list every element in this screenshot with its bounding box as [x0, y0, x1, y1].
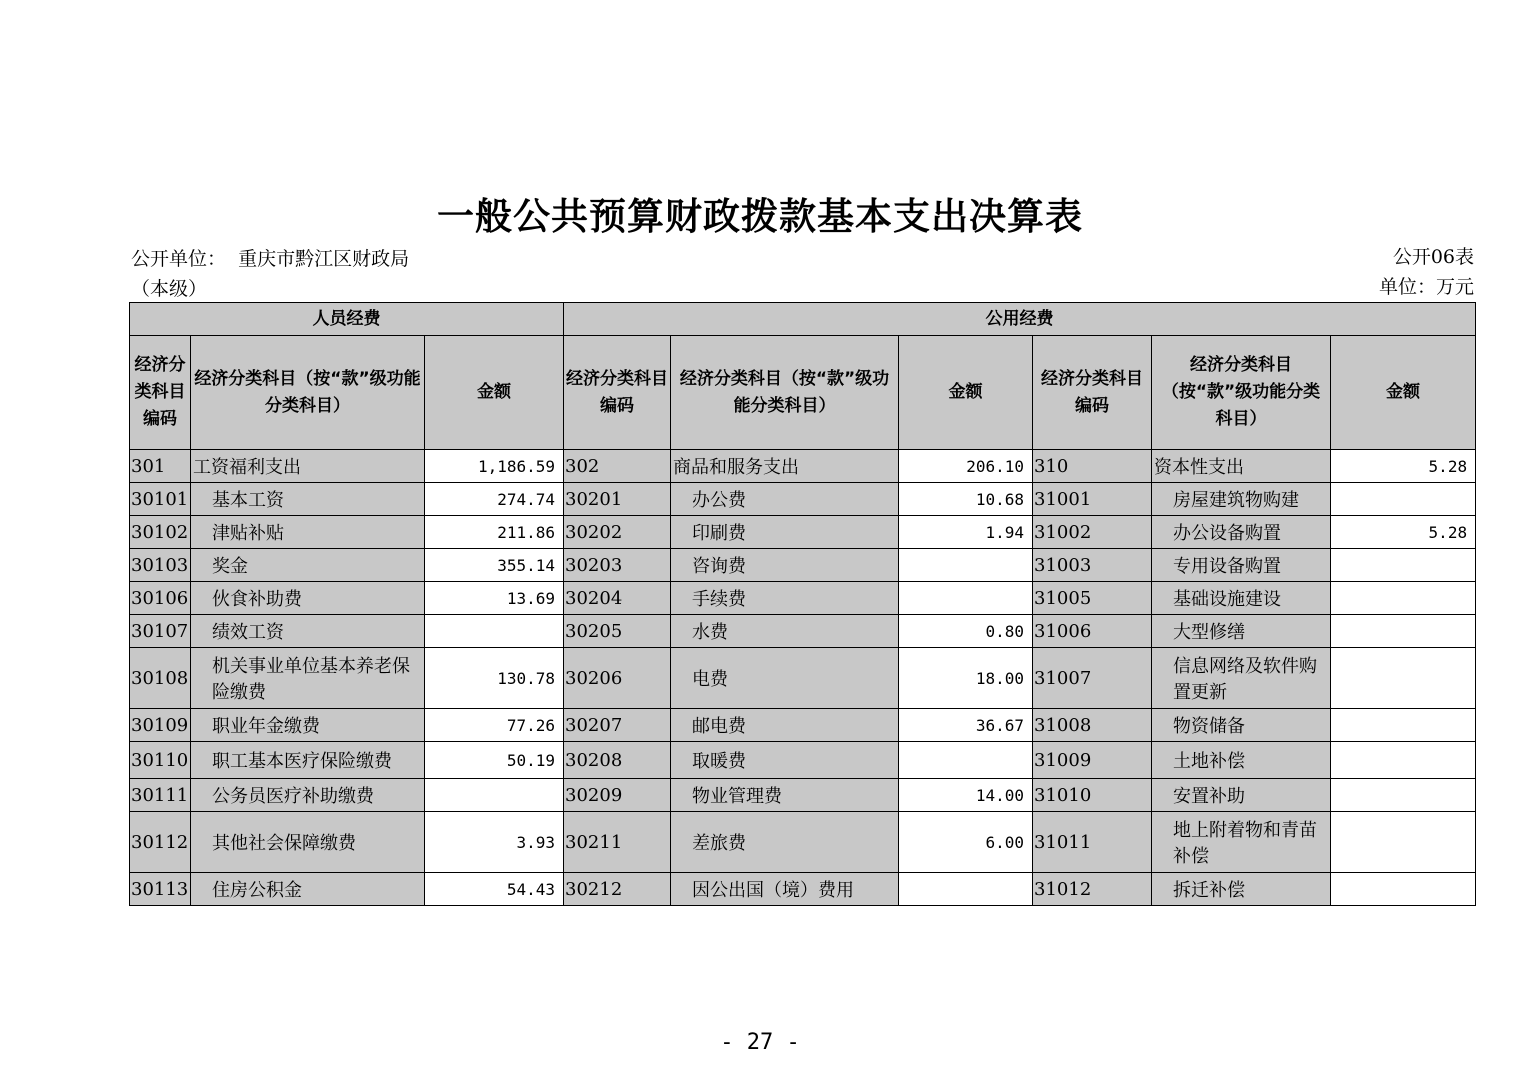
- goods-name-cell: 电费: [671, 648, 899, 709]
- personnel-amount-cell: 130.78: [425, 648, 564, 709]
- capital-code-cell: 31002: [1033, 516, 1152, 549]
- personnel-code-cell: 30111: [130, 779, 191, 812]
- capital-amount-cell: 5.28: [1331, 450, 1476, 483]
- goods-code-cell: 30201: [564, 483, 671, 516]
- capital-name-cell: 信息网络及软件购置更新: [1152, 648, 1331, 709]
- capital-amount-cell: [1331, 709, 1476, 742]
- personnel-amount-cell: 211.86: [425, 516, 564, 549]
- goods-amount-cell: [899, 549, 1033, 582]
- goods-code-cell: 30203: [564, 549, 671, 582]
- capital-amount-cell: 5.28: [1331, 516, 1476, 549]
- goods-code-cell: 30202: [564, 516, 671, 549]
- capital-name-cell: 物资储备: [1152, 709, 1331, 742]
- goods-name-cell: 取暖费: [671, 742, 899, 779]
- capital-name-cell: 地上附着物和青苗补偿: [1152, 812, 1331, 873]
- table-row: [130, 516, 1476, 549]
- capital-amount-cell: [1331, 483, 1476, 516]
- col-header-goods-name: 经济分类科目（按“款”级功能分类科目）: [671, 336, 899, 450]
- goods-name-cell: 差旅费: [671, 812, 899, 873]
- goods-name-cell: 手续费: [671, 582, 899, 615]
- table-row: [130, 812, 1476, 873]
- capital-code-cell: 31001: [1033, 483, 1152, 516]
- capital-amount-cell: [1331, 582, 1476, 615]
- table-body: [130, 450, 1476, 906]
- goods-amount-cell: 14.00: [899, 779, 1033, 812]
- personnel-code-cell: 30112: [130, 812, 191, 873]
- personnel-amount-cell: 3.93: [425, 812, 564, 873]
- table-row: [130, 615, 1476, 648]
- expenditure-table: [129, 302, 1476, 906]
- group-header-public: 公用经费: [564, 303, 1476, 336]
- currency-unit: 单位：万元: [1378, 276, 1474, 298]
- goods-code-cell: 30208: [564, 742, 671, 779]
- capital-amount-cell: [1331, 812, 1476, 873]
- page-number: - 27 -: [720, 1030, 800, 1055]
- goods-name-cell: 物业管理费: [671, 779, 899, 812]
- capital-name-cell: 房屋建筑物购建: [1152, 483, 1331, 516]
- table-row: [130, 450, 1476, 483]
- goods-amount-cell: 36.67: [899, 709, 1033, 742]
- capital-code-cell: 31009: [1033, 742, 1152, 779]
- personnel-code-cell: 30108: [130, 648, 191, 709]
- personnel-name-cell: 工资福利支出: [191, 450, 425, 483]
- personnel-name-cell: 伙食补助费: [191, 582, 425, 615]
- col-header-goods-code: 经济分类科目编码: [564, 336, 671, 450]
- col-header-personnel-code: 经济分类科目编码: [130, 336, 191, 450]
- personnel-amount-cell: 274.74: [425, 483, 564, 516]
- goods-amount-cell: 0.80: [899, 615, 1033, 648]
- personnel-name-cell: 职工基本医疗保险缴费: [191, 742, 425, 779]
- personnel-name-cell: 津贴补贴: [191, 516, 425, 549]
- group-header-personnel: 人员经费: [130, 303, 564, 336]
- col-header-personnel-amount: 金额: [425, 336, 564, 450]
- report-title: 一般公共预算财政拨款基本支出决算表: [437, 195, 1083, 238]
- goods-code-cell: 302: [564, 450, 671, 483]
- goods-code-cell: 30204: [564, 582, 671, 615]
- table-row: [130, 483, 1476, 516]
- table-row: [130, 709, 1476, 742]
- capital-name-cell: 拆迁补偿: [1152, 873, 1331, 906]
- personnel-amount-cell: [425, 779, 564, 812]
- goods-code-cell: 30206: [564, 648, 671, 709]
- goods-name-cell: 邮电费: [671, 709, 899, 742]
- personnel-name-cell: 住房公积金: [191, 873, 425, 906]
- personnel-code-cell: 30103: [130, 549, 191, 582]
- goods-amount-cell: 10.68: [899, 483, 1033, 516]
- table-row: [130, 648, 1476, 709]
- capital-code-cell: 31008: [1033, 709, 1152, 742]
- goods-name-cell: 办公费: [671, 483, 899, 516]
- capital-amount-cell: [1331, 873, 1476, 906]
- capital-code-cell: 31003: [1033, 549, 1152, 582]
- capital-amount-cell: [1331, 742, 1476, 779]
- capital-name-cell: 土地补偿: [1152, 742, 1331, 779]
- goods-name-cell: 商品和服务支出: [671, 450, 899, 483]
- goods-amount-cell: 206.10: [899, 450, 1033, 483]
- goods-name-cell: 因公出国（境）费用: [671, 873, 899, 906]
- personnel-code-cell: 30102: [130, 516, 191, 549]
- personnel-name-cell: 公务员医疗补助缴费: [191, 779, 425, 812]
- capital-amount-cell: [1331, 615, 1476, 648]
- personnel-name-cell: 其他社会保障缴费: [191, 812, 425, 873]
- personnel-code-cell: 30101: [130, 483, 191, 516]
- capital-amount-cell: [1331, 779, 1476, 812]
- unit-name: 重庆市黔江区财政局（本级）: [131, 248, 410, 300]
- capital-name-cell: 安置补助: [1152, 779, 1331, 812]
- form-number: 公开06表: [1392, 246, 1474, 268]
- goods-amount-cell: 18.00: [899, 648, 1033, 709]
- table-row: [130, 742, 1476, 779]
- capital-name-cell: 资本性支出: [1152, 450, 1331, 483]
- personnel-name-cell: 机关事业单位基本养老保险缴费: [191, 648, 425, 709]
- capital-code-cell: 31012: [1033, 873, 1152, 906]
- capital-name-cell: 大型修缮: [1152, 615, 1331, 648]
- col-header-goods-amount: 金额: [899, 336, 1033, 450]
- personnel-amount-cell: 50.19: [425, 742, 564, 779]
- col-header-capital-code: 经济分类科目编码: [1033, 336, 1152, 450]
- personnel-code-cell: 30109: [130, 709, 191, 742]
- personnel-amount-cell: 355.14: [425, 549, 564, 582]
- personnel-name-cell: 绩效工资: [191, 615, 425, 648]
- capital-amount-cell: [1331, 549, 1476, 582]
- capital-code-cell: 310: [1033, 450, 1152, 483]
- goods-code-cell: 30207: [564, 709, 671, 742]
- personnel-amount-cell: 13.69: [425, 582, 564, 615]
- goods-amount-cell: [899, 742, 1033, 779]
- goods-code-cell: 30205: [564, 615, 671, 648]
- table-row: [130, 873, 1476, 906]
- personnel-amount-cell: 54.43: [425, 873, 564, 906]
- table-row: [130, 582, 1476, 615]
- personnel-code-cell: 301: [130, 450, 191, 483]
- col-header-personnel-name: 经济分类科目（按“款”级功能分类科目）: [191, 336, 425, 450]
- goods-name-cell: 印刷费: [671, 516, 899, 549]
- personnel-code-cell: 30107: [130, 615, 191, 648]
- capital-name-cell: 基础设施建设: [1152, 582, 1331, 615]
- goods-code-cell: 30209: [564, 779, 671, 812]
- capital-name-cell: 专用设备购置: [1152, 549, 1331, 582]
- personnel-code-cell: 30110: [130, 742, 191, 779]
- goods-code-cell: 30212: [564, 873, 671, 906]
- capital-code-cell: 31005: [1033, 582, 1152, 615]
- unit-label: 公开单位：: [131, 248, 227, 270]
- col-header-capital-amount: 金额: [1331, 336, 1476, 450]
- goods-amount-cell: 6.00: [899, 812, 1033, 873]
- capital-code-cell: 31011: [1033, 812, 1152, 873]
- personnel-amount-cell: [425, 615, 564, 648]
- personnel-name-cell: 职业年金缴费: [191, 709, 425, 742]
- goods-code-cell: 30211: [564, 812, 671, 873]
- personnel-code-cell: 30106: [130, 582, 191, 615]
- capital-amount-cell: [1331, 648, 1476, 709]
- capital-code-cell: 31007: [1033, 648, 1152, 709]
- table-row: [130, 549, 1476, 582]
- personnel-amount-cell: 1,186.59: [425, 450, 564, 483]
- goods-name-cell: 咨询费: [671, 549, 899, 582]
- goods-amount-cell: [899, 873, 1033, 906]
- goods-amount-cell: 1.94: [899, 516, 1033, 549]
- col-header-capital-name: 经济分类科目（按“款”级功能分类科目）: [1152, 336, 1331, 450]
- personnel-name-cell: 基本工资: [191, 483, 425, 516]
- form-info: [1379, 242, 1474, 302]
- goods-amount-cell: [899, 582, 1033, 615]
- personnel-code-cell: 30113: [130, 873, 191, 906]
- goods-name-cell: 水费: [671, 615, 899, 648]
- personnel-name-cell: 奖金: [191, 549, 425, 582]
- unit-info: [131, 244, 431, 304]
- capital-code-cell: 31010: [1033, 779, 1152, 812]
- capital-code-cell: 31006: [1033, 615, 1152, 648]
- capital-name-cell: 办公设备购置: [1152, 516, 1331, 549]
- personnel-amount-cell: 77.26: [425, 709, 564, 742]
- table-row: [130, 779, 1476, 812]
